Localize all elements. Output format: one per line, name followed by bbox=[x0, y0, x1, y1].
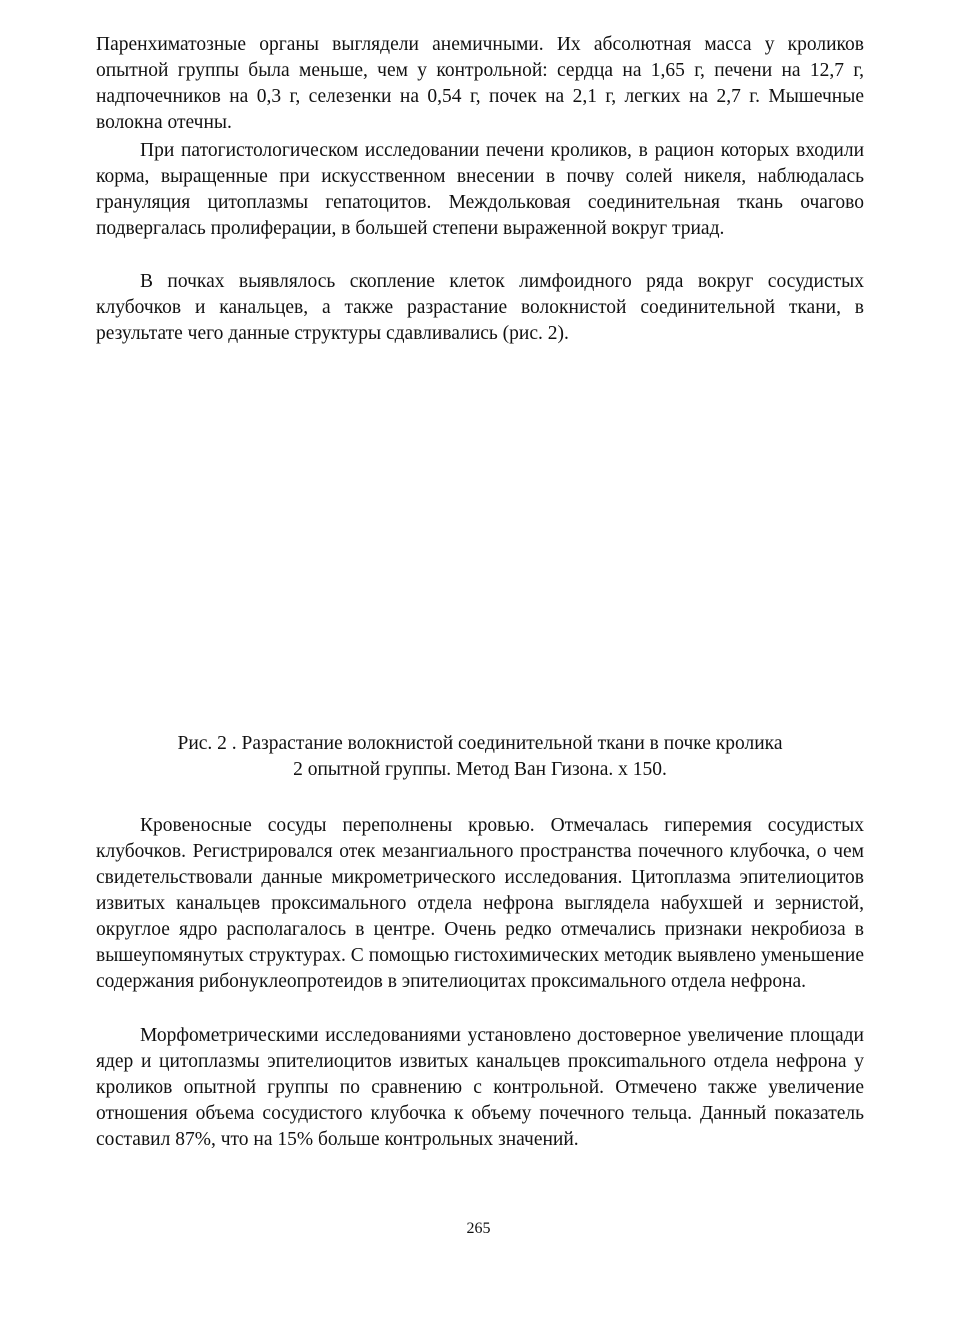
figure-caption bbox=[96, 731, 864, 783]
paragraph-liver-histology: При патогистологическом исследовании печени кроликов, в рацион которых входили корма, выращенные при искусственном внесении в почву солей никеля, наблюдалась грануляция цитоплазмы гепатоцитов. Междольковая соединительная ткань очагово подвергалась пролиферации, в большей степени выраженной вокруг триад. bbox=[96, 140, 864, 239]
paragraph-organ-mass: Паренхиматозные органы выглядели анемичными. Их абсолютная масса у кроликов опытной группы была меньше, чем у контрольной: сердца на 1,65 г, печени на 12,7 г, надпочечников на 0,3 г, селезенки на 0,54 г, почек на 2,1 г, легких на 2,7 г. Мышечные волокна отечны. bbox=[96, 34, 864, 133]
paragraph-blood-vessels: Кровеносные сосуды переполнены кровью. Отмечалась гиперемия сосудистых клубочков. Регистрировался отек мезангиального пространства почечного клубочка, о чем свидетельствовали данные микрометрического исследования. Цитоплазма эпителиоцитов извитых канальцев проксимального отдела нефрона выглядела набухшей и зернистой, округлое ядро располагалось в центре. Очень редко отмечались признаки некробиоза в вышеупомянутых структурах. С помощью гистохимических методик выявлено уменьшение содержания рибонуклеопротеидов в эпителиоцитах проксимального отдела нефрона. bbox=[96, 815, 864, 992]
figure-caption-line-2: 2 опытной группы. Метод Ван Гизона. х 150. bbox=[293, 759, 667, 780]
figure-placeholder bbox=[96, 360, 864, 720]
paragraph-kidney-findings: В почках выявлялось скопление клеток лимфоидного ряда вокруг сосудистых клубочков и канальцев, а также разрастание волокнистой соединительной ткани, в результате чего данные структуры сдавливались (рис. 2). bbox=[96, 271, 864, 344]
page-number: 265 bbox=[466, 1220, 491, 1237]
paragraph-morphometry: Морфометрическими исследованиями установлено достоверное увеличение площади ядер и цитоплазмы эпителиоцитов извитых канальцев проксиmального отдела нефрона у кроликов опытной группы по сравнению с контрольной. Отмечено также увеличение отношения объема сосудистого клубочка к объему почечного тельца. Данный показатель составил 87%, что на 15% больше контрольных значений. bbox=[96, 1025, 864, 1150]
figure-caption-line-1: Рис. 2 . Разрастание волокнистой соединительной ткани в почке кролика bbox=[177, 733, 783, 754]
